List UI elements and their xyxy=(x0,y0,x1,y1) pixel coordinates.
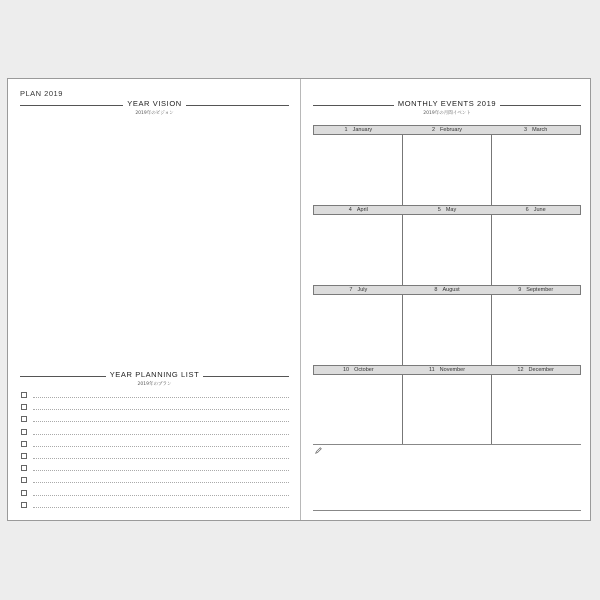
list-item xyxy=(21,463,289,475)
monthly-events-subtitle: 2019年の月間イベント xyxy=(423,111,471,116)
month-body-row-4 xyxy=(313,375,581,445)
checkbox[interactable] xyxy=(21,429,27,435)
month-band-row-4 xyxy=(313,365,581,375)
page-spine xyxy=(300,79,301,520)
list-item xyxy=(21,427,289,439)
list-item xyxy=(21,500,289,512)
list-item xyxy=(21,414,289,426)
monthly-events-title: MONTHLY EVENTS 2019 xyxy=(394,99,500,108)
list-item xyxy=(21,488,289,500)
year-vision-title: YEAR VISION xyxy=(123,99,186,108)
checkbox[interactable] xyxy=(21,490,27,496)
checkbox[interactable] xyxy=(21,404,27,410)
checkbox[interactable] xyxy=(21,416,27,422)
checkbox[interactable] xyxy=(21,392,27,398)
entry-line[interactable] xyxy=(33,470,289,471)
notes-top-rule xyxy=(313,444,581,445)
month-body-row-1 xyxy=(313,135,581,205)
month-label-october: 10 October xyxy=(342,367,374,373)
month-cell-october[interactable] xyxy=(313,375,402,445)
month-label-june: 6 June xyxy=(525,207,546,213)
month-cell-february[interactable] xyxy=(402,135,493,205)
entry-line[interactable] xyxy=(33,421,289,422)
month-cell-january[interactable] xyxy=(313,135,402,205)
month-label-february: 2 February xyxy=(431,127,463,133)
month-cell-december[interactable] xyxy=(492,375,581,445)
month-cell-may[interactable] xyxy=(402,215,493,285)
month-label-november: 11 November xyxy=(428,367,466,373)
month-band-row-2 xyxy=(313,205,581,215)
month-label-august: 8 August xyxy=(434,287,460,293)
monthly-events-heading xyxy=(313,99,581,119)
checkbox[interactable] xyxy=(21,441,27,447)
checkbox[interactable] xyxy=(21,502,27,508)
year-planning-title: YEAR PLANNING LIST xyxy=(106,370,204,379)
month-cell-july[interactable] xyxy=(313,295,402,365)
list-item xyxy=(21,402,289,414)
month-cell-august[interactable] xyxy=(402,295,493,365)
month-label-april: 4 April xyxy=(348,207,368,213)
month-band-row-3 xyxy=(313,285,581,295)
month-cell-september[interactable] xyxy=(492,295,581,365)
year-vision-heading xyxy=(20,99,289,119)
month-cell-november[interactable] xyxy=(402,375,493,445)
entry-line[interactable] xyxy=(33,434,289,435)
notes-bottom-rule xyxy=(313,510,581,511)
month-band-row-1 xyxy=(313,125,581,135)
entry-line[interactable] xyxy=(33,495,289,496)
planning-list xyxy=(21,390,289,512)
month-label-january: 1 January xyxy=(344,127,373,133)
month-cell-june[interactable] xyxy=(492,215,581,285)
entry-line[interactable] xyxy=(33,482,289,483)
planner-spread xyxy=(7,78,591,521)
month-cell-march[interactable] xyxy=(492,135,581,205)
pencil-icon xyxy=(315,447,322,454)
entry-line[interactable] xyxy=(33,507,289,508)
months-grid xyxy=(313,125,581,445)
month-body-row-2 xyxy=(313,215,581,285)
year-vision-subtitle: 2019年のビジョン xyxy=(135,111,174,116)
month-label-september: 9 September xyxy=(518,287,554,293)
list-item xyxy=(21,439,289,451)
year-planning-heading xyxy=(20,370,289,390)
entry-line[interactable] xyxy=(33,397,289,398)
month-label-december: 12 December xyxy=(517,367,554,373)
list-item xyxy=(21,390,289,402)
year-planning-subtitle: 2019年のプラン xyxy=(137,382,172,387)
checkbox[interactable] xyxy=(21,477,27,483)
entry-line[interactable] xyxy=(33,446,289,447)
list-item xyxy=(21,475,289,487)
checkbox[interactable] xyxy=(21,465,27,471)
list-item xyxy=(21,451,289,463)
entry-line[interactable] xyxy=(33,409,289,410)
checkbox[interactable] xyxy=(21,453,27,459)
month-label-july: 7 July xyxy=(349,287,368,293)
plan-title: PLAN 2019 xyxy=(20,89,63,98)
month-label-march: 3 March xyxy=(524,127,548,133)
month-cell-april[interactable] xyxy=(313,215,402,285)
month-body-row-3 xyxy=(313,295,581,365)
entry-line[interactable] xyxy=(33,458,289,459)
month-label-may: 5 May xyxy=(437,207,457,213)
